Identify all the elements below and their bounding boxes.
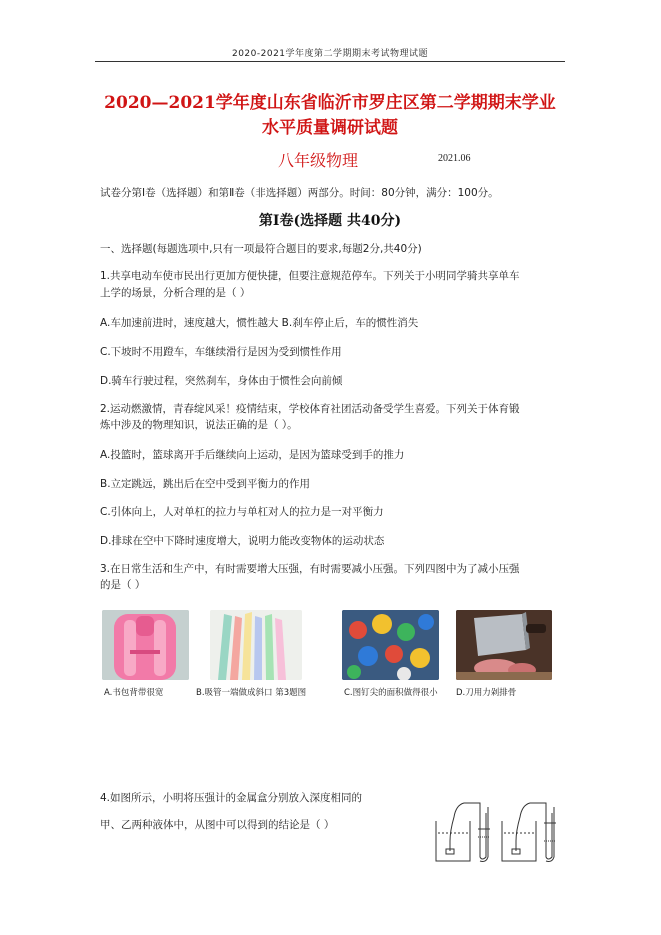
pressure-gauge-diagram [430,793,560,865]
q3-stem-line1: 3.在日常生活和生产中，有时需要增大压强，有时需要减小压强。下列四图中为了减小压强 [100,563,520,575]
caption-c: C.图钉尖的面积做得很小 [344,688,438,698]
section-title: 第Ⅰ卷(选择题 共40分) [258,213,402,229]
header-rule [95,61,565,62]
exam-date: 2021.06 [438,153,471,164]
straws-image [210,610,302,680]
caption-b: B.吸管一端做成斜口 第3题图 [196,688,307,698]
section-instruction: 一、选择题(每题选项中,只有一项最符合题目的要求,每题2分,共40分) [100,243,422,255]
backpack-image [102,610,189,680]
q2-option-c: C.引体向上，人对单杠的拉力与单杠对人的拉力是一对平衡力 [100,506,384,518]
q1-option-c: C.下坡时不用蹬车，车继续滑行是因为受到惯性作用 [100,346,342,358]
q2-option-a: A.投篮时，篮球离开手后继续向上运动，是因为篮球受到手的推力 [100,449,405,461]
q2-option-d: D.排球在空中下降时速度增大，说明力能改变物体的运动状态 [100,535,385,547]
q2-stem-line1: 2.运动燃激情，青春绽风采！疫情结束，学校体育社团活动备受学生喜爱。下列关于体育锻 [100,403,520,415]
pushpins-image [342,610,439,680]
q4-stem-line2: 甲、乙两种液体中，从图中可以得到的结论是（ ） [100,819,335,831]
cleaver-image [456,610,552,680]
exam-title-line2: 水平质量调研试题 [262,118,398,138]
caption-d: D.刀用力剁排骨 [456,688,517,698]
q4-stem-line1: 4.如图所示，小明将压强计的金属盒分别放入深度相同的 [100,792,363,804]
q1-stem-line2: 上学的场景，分析合理的是（ ） [100,287,251,299]
q1-stem-line1: 1.共享电动车使市民出行更加方便快捷，但要注意规范停车。下列关于小明同学骑共享单车 [100,270,520,282]
exam-subtitle: 八年级物理 [278,151,359,170]
q1-option-ab: A.车加速前进时，速度越大，惯性越大 B.刹车停止后，车的惯性消失 [100,317,419,329]
q2-stem-line2: 炼中涉及的物理知识，说法正确的是（ ）。 [100,419,298,431]
page-header: 2020-2021学年度第二学期期末考试物理试题 [231,49,429,59]
exam-intro: 试卷分第Ⅰ卷（选择题）和第Ⅱ卷（非选择题）两部分。时间：80分钟，满分：100分。 [100,187,499,199]
exam-title-line1: 2020—2021学年度山东省临沂市罗庄区第二学期期末学业 [104,93,556,113]
q1-option-d: D.骑车行驶过程，突然刹车，身体由于惯性会向前倾 [100,375,343,387]
caption-a: A.书包背带很宽 [104,688,164,698]
q2-option-b: B.立定跳远，跳出后在空中受到平衡力的作用 [100,478,311,490]
q3-stem-line2: 的是（ ） [100,579,146,591]
